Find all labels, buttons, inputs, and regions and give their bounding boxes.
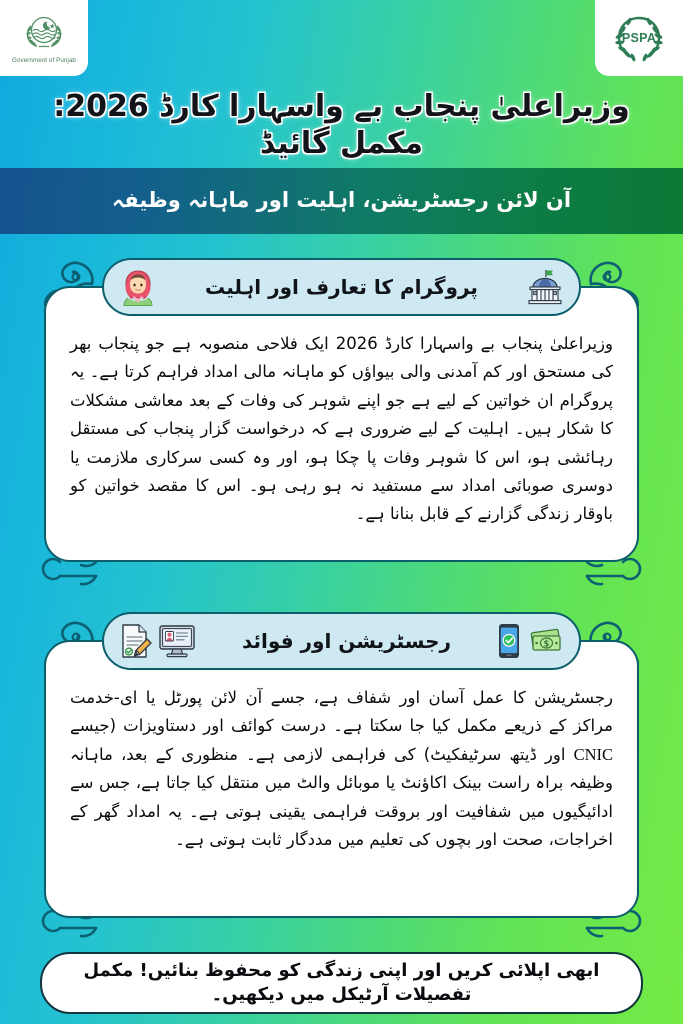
cash-money-icon <box>527 622 565 660</box>
svg-text:$: $ <box>543 639 550 650</box>
card-1-left-icons <box>118 267 158 307</box>
title-area <box>0 88 683 162</box>
card-2-header <box>102 612 581 670</box>
card-2-heading: رجسٹریشن اور فوائد <box>241 629 452 653</box>
government-building-icon <box>525 267 565 307</box>
document-signature-icon <box>118 622 152 660</box>
card-2-right-icons <box>496 622 565 660</box>
government-of-punjab-caption: Government of Punjab <box>12 56 76 64</box>
page-title: وزیراعلیٰ پنجاب بے واسہارا کارڈ 2026: مکمل گائیڈ <box>53 88 630 161</box>
pspa-emblem-icon <box>603 8 675 68</box>
card-1-header <box>102 258 581 316</box>
cta-text: ابھی اپلائی کریں اور اپنی زندگی کو محفوظ بنائیں! مکمل تفصیلات آرٹیکل میں دیکھیں۔ <box>83 959 600 1005</box>
cta-banner[interactable] <box>40 952 643 1014</box>
card-2-body-cnic: CNIC <box>573 744 613 764</box>
woman-hijab-avatar-icon <box>118 267 158 307</box>
online-registration-monitor-icon <box>157 622 197 660</box>
page-subtitle: آن لائن رجسٹریشن، اہلیت اور ماہانہ وظیفہ <box>111 188 572 213</box>
government-of-punjab-emblem-icon <box>22 13 66 55</box>
card-2-body <box>64 682 619 854</box>
logo-bar <box>0 0 683 86</box>
card-1-body: وزیراعلیٰ پنجاب بے واسہارا کارڈ 2026 ایک فلاحی منصوبہ ہے جو پنجاب بھر کی مستحق اور کم آمدنی والی بیواؤں کو ماہانہ مالی امداد فراہم کرتا ہے۔ یہ پروگرام ان خواتین کے لیے ہے جو اپنے شوہر کی وفات کے بعد معاشی مشکلات کا شکار ہیں۔ اہلیت کے لیے ضروری ہے کہ درخواست گزار پنجاب کی مستقل رہائشی ہو، اس کا شوہر وفات پا چکا ہو، اور وہ کسی سرکاری ملازمت یا دوسری صوبائی امداد سے مستفید نہ ہو رہی ہو۔ اس کا مقصد خواتین کو باوقار زندگی گزارنے کے قابل بنانا ہے۔ <box>70 334 613 524</box>
card-registration-benefits <box>44 629 639 918</box>
government-of-punjab-logo-panel <box>0 0 88 76</box>
card-1-right-icons <box>525 267 565 307</box>
card-2-body-part-2: اور ڈیتھ سرٹیفکیٹ) کی فراہمی لازمی ہے۔ منظوری کے بعد، ماہانہ وظیفہ براہ راست بینک اکاؤنٹ یا موبائل والٹ میں منتقل کیا جاتا ہے، جس سے ادائیگیوں میں شفافیت اور بروقت فراہمی یقینی ہوتی ہے۔ یہ امداد گھر کے اخراجات، صحت اور بچوں کی تعلیم میں مددگار ثابت ہوتی ہے۔ <box>70 744 613 849</box>
pspa-logo-panel <box>595 0 683 76</box>
card-program-intro-eligibility <box>44 275 639 562</box>
card-2-left-icons <box>118 622 197 660</box>
mobile-approved-icon <box>496 622 522 660</box>
subtitle-band <box>0 168 683 234</box>
card-2-body-part-1: رجسٹریشن کا عمل آسان اور شفاف ہے، جسے آن لائن پورٹل یا ای-خدمت مراکز کے ذریعے مکمل کیا جا سکتا ہے۔ درست کوائف اور دستاویزات (جیسے <box>70 688 613 736</box>
card-1-heading: پروگرام کا تعارف اور اہلیت <box>205 275 478 299</box>
pspa-label: PSPA <box>621 31 657 45</box>
